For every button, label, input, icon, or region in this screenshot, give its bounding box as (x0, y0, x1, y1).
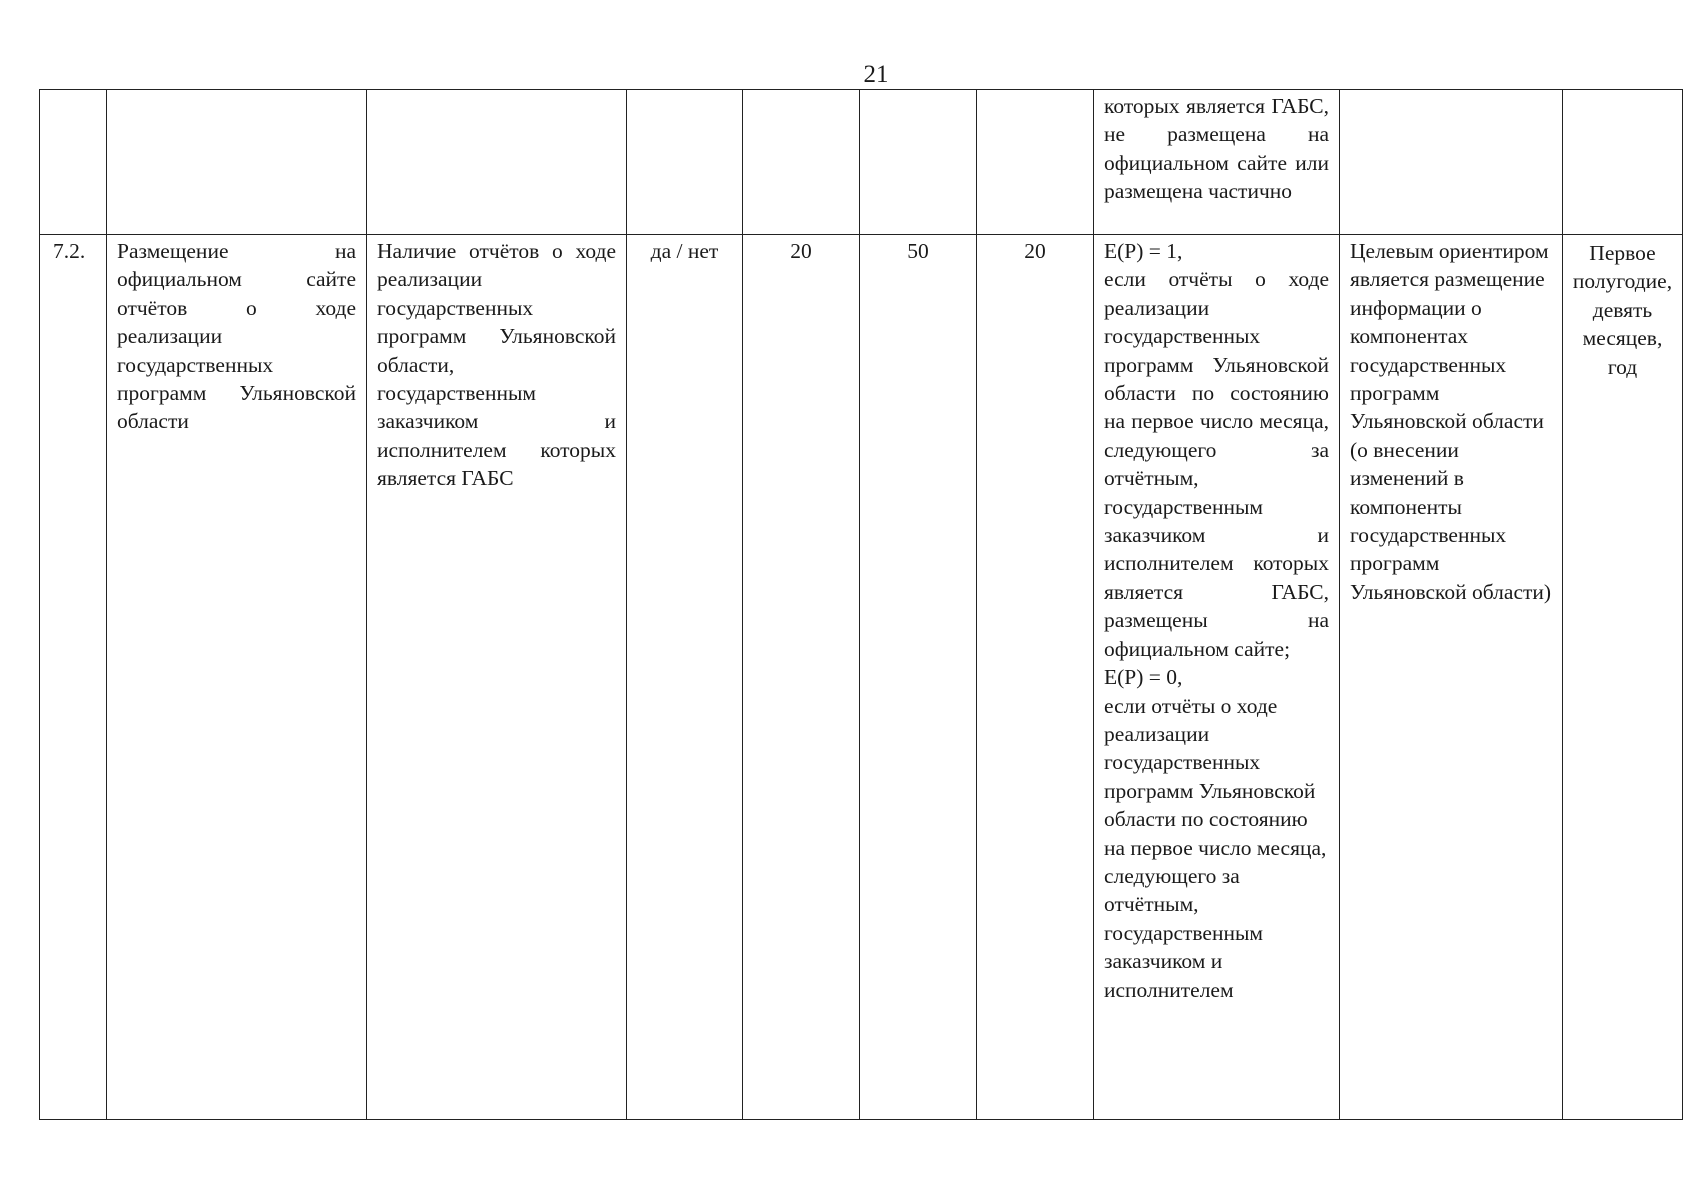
cell-unit: да / нет (627, 235, 743, 1120)
cell-value-3: 20 (977, 235, 1094, 1120)
cell-empty (627, 90, 743, 235)
cell-row-number: 7.2. (40, 235, 107, 1120)
cell-target: Целевым ориентиром является размещение информации о компонентах государственных программ Ульяновской области (о внесении изменений в компоненты государственных программ Ульяновской области) (1340, 235, 1563, 1120)
cell-empty (1340, 90, 1563, 235)
table-row-continued (40, 90, 1683, 235)
criteria-condition: если отчёты о ходе реализации государственных программ Ульяновской области по состоянию на первое число месяца, следующего за отчётным, государственным заказчиком и исполнителем которых является ГАБС, размещены на официальном сайте; (1104, 267, 1329, 661)
cell-indicator-description: Наличие отчётов о ходе реализации государственных программ Ульяновской области, государственным заказчиком и исполнителем которых является ГАБС (367, 235, 627, 1120)
cell-value-2: 50 (860, 235, 977, 1120)
cell-frequency: Первое полугодие, девять месяцев, год (1563, 235, 1683, 1120)
cell-value-1: 20 (743, 235, 860, 1120)
criteria-formula: E(P) = 1, (1104, 239, 1183, 263)
cell-empty (860, 90, 977, 235)
criteria-table (39, 89, 1683, 1120)
cell-criteria-continued: которых является ГАБС, не размещена на официальном сайте или размещена частично (1094, 90, 1340, 235)
cell-empty (743, 90, 860, 235)
cell-empty (1563, 90, 1683, 235)
cell-empty (367, 90, 627, 235)
cell-criteria (1094, 235, 1340, 1120)
table-row (40, 235, 1683, 1120)
cell-indicator-name: Размещение на официальном сайте отчётов о ходе реализации государственных программ Ульяновской области (107, 235, 367, 1120)
cell-empty (107, 90, 367, 235)
cell-empty (40, 90, 107, 235)
page-number: 21 (863, 61, 889, 88)
criteria-formula: E(P) = 0, (1104, 665, 1183, 690)
cell-empty (977, 90, 1094, 235)
criteria-condition: если отчёты о ходе реализации государственных программ Ульяновской области по состоянию на первое число месяца, следующего за отчётным, государственным заказчиком и исполнителем (1104, 693, 1327, 1002)
